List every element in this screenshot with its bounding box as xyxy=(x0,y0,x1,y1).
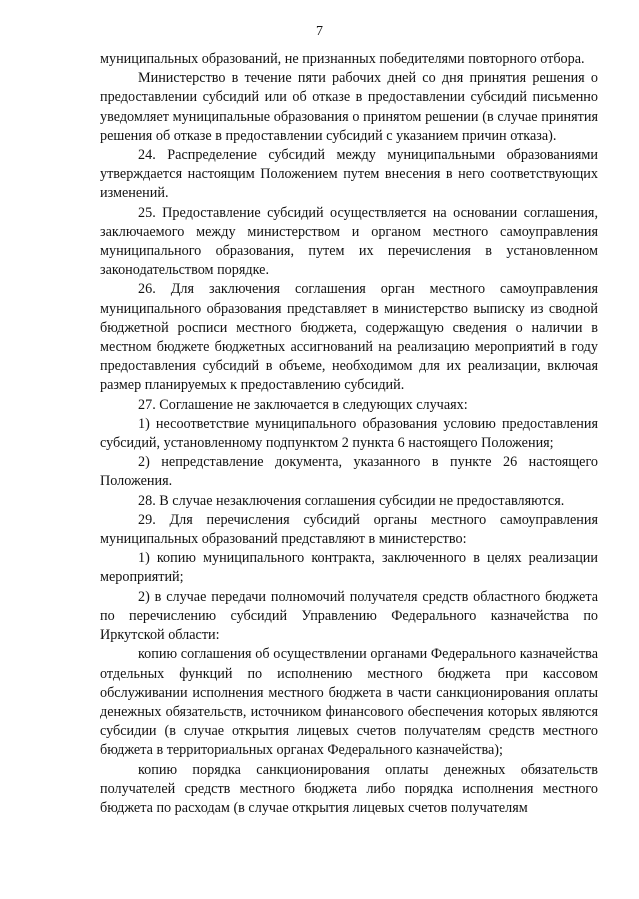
paragraph-27-item-2: 2) непредставление документа, указанного в пункте 26 настоящего Положения. xyxy=(100,454,598,490)
paragraph-29: 29. Для перечисления субсидий органы местного самоуправления муниципальных образований представляют в министерство: xyxy=(100,511,598,548)
paragraph-24: 24. Распределение субсидий между муниципальными образованиями утверждается настоящим Положением путем внесения в него соответствующих изменений. xyxy=(100,147,598,202)
paragraph-27: 27. Соглашение не заключается в следующих случаях: xyxy=(138,396,468,413)
paragraph-procedure-copy: копию порядка санкционирования оплаты денежных обязательств получателей средств местного бюджета либо порядка исполнения местного бюджета по расходам (в случае открытия лицевых счетов получателям xyxy=(100,761,598,816)
paragraph-29-item-2: 2) в случае передачи полномочий получателя средств областного бюджета по перечислению субсидий Управлению Федерального казначейства по Иркутской области: xyxy=(100,588,598,644)
paragraph-28: 28. В случае незаключения соглашения субсидии не предоставляются. xyxy=(138,492,565,509)
paragraph-ministry-notice: Министерство в течение пяти рабочих дней со дня принятия решения о предоставлении субсидий или об отказе в предоставлении субсидий письменно уведомляет муниципальные образования о принятом решении (в случае принятия решения об отказе в предоставлении субсидий с указанием причин отказа). xyxy=(100,70,598,144)
paragraph-27-item-1: 1) несоответствие муниципального образования условию предоставления субсидий, установленному подпунктом 2 пункта 6 настоящего Положения; xyxy=(100,415,598,452)
paragraph-agreement-copy: копию соглашения об осуществлении органами Федерального казначейства отдельных функций по исполнению местного бюджета при кассовом обслуживании исполнения местного бюджета в части санкционирования оплаты денежных обязательств, источником финансового обеспечения которых являются субсидии (в случае открытия лицевых счетов получателям средств местного бюджета в территориальных органах Федерального казначейства); xyxy=(100,646,598,759)
document-body xyxy=(100,50,598,818)
paragraph-25: 25. Предоставление субсидий осуществляется на основании соглашения, заключаемого между министерством и органом местного самоуправления муниципального образования, путем их перечисления в установленном законодательством порядке. xyxy=(100,204,598,279)
paragraph-26: 26. Для заключения соглашения орган местного самоуправления муниципального образования представляет в министерство выписку из сводной бюджетной росписи местного бюджета, содержащую сведения о наличии в местном бюджете бюджетных ассигнований на реализацию мероприятий в году предоставления субсидий в объеме, необходимом для их реализации, включая размер планируемых к предоставлению субсидий. xyxy=(100,281,598,394)
paragraph-continuation: муниципальных образований, не признанных победителями повторного отбора. xyxy=(100,51,585,67)
paragraph-29-item-1: 1) копию муниципального контракта, заключенного в целях реализации мероприятий; xyxy=(100,550,598,586)
page-number: 7 xyxy=(316,24,323,39)
